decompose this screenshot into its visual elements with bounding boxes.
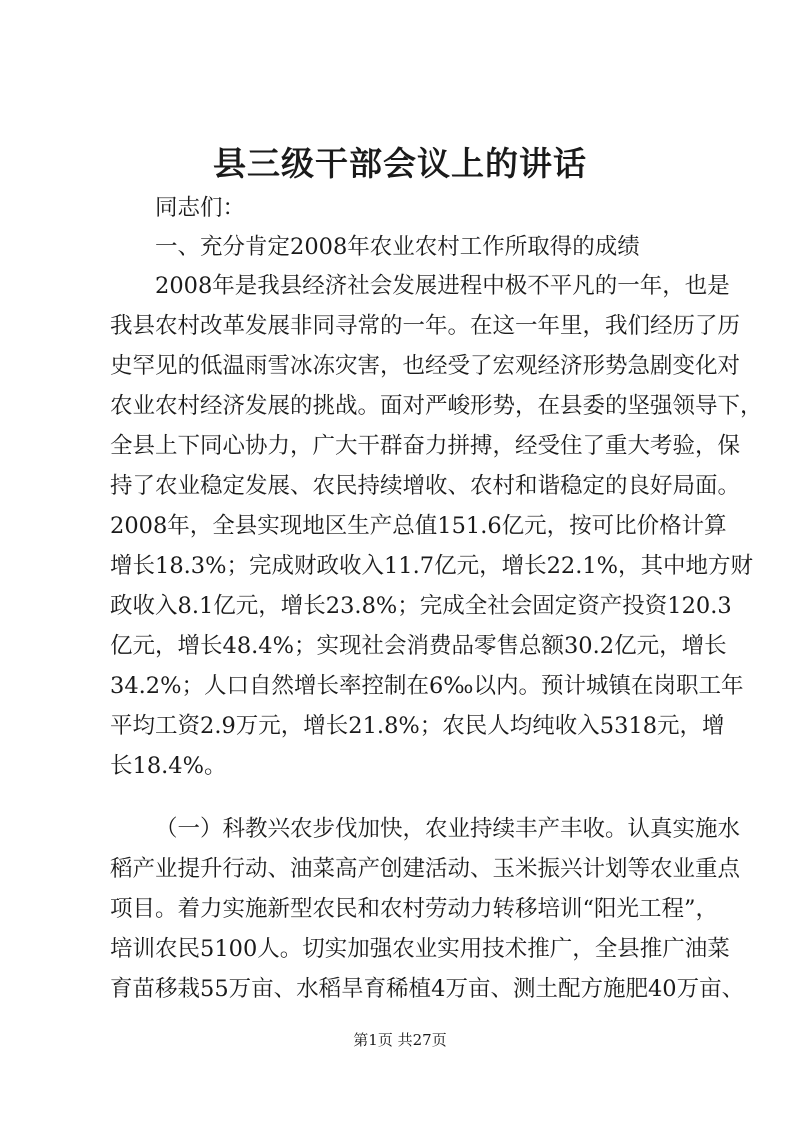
section-heading: 一、充分肯定2008年农业农村工作所取得的成绩 <box>155 234 640 260</box>
paragraph-line: 政收入8.1亿元，增长23.8%；完成全社会固定资产投资120.3 <box>110 593 732 619</box>
paragraph-line: 平均工资2.9万元，增长21.8%；农民人均纯收入5318元，增 <box>110 713 725 739</box>
paragraph-line: 农业农村经济发展的挑战。面对严峻形势，在县委的坚强领导下， <box>110 393 763 419</box>
paragraph-line: 2008年，全县实现地区生产总值151.6亿元，按可比价格计算 <box>110 513 727 539</box>
paragraph-line: （一）科教兴农步伐加快，农业持续丰产丰收。认真实施水 <box>155 816 741 842</box>
salutation: 同志们： <box>155 195 246 221</box>
paragraph-line: 全县上下同心协力，广大干群奋力拼搏，经受住了重大考验，保 <box>110 433 741 459</box>
document-title: 县三级干部会议上的讲话 <box>213 144 587 183</box>
paragraph-line: 稻产业提升行动、油菜高产创建活动、玉米振兴计划等农业重点 <box>110 856 741 882</box>
paragraph-line: 2008年是我县经济社会发展进程中极不平凡的一年，也是 <box>155 273 730 299</box>
paragraph-line: 培训农民5100人。切实加强农业实用技术推广，全县推广油菜 <box>110 936 730 962</box>
paragraph-line: 34.2%；人口自然增长率控制在6‰以内。预计城镇在岗职工年 <box>110 673 744 699</box>
paragraph-line: 史罕见的低温雨雪冰冻灾害，也经受了宏观经济形势急剧变化对 <box>110 353 741 379</box>
paragraph-line: 亿元，增长48.4%；实现社会消费品零售总额30.2亿元，增长 <box>110 633 727 659</box>
paragraph-line: 增长18.3%；完成财政收入11.7亿元，增长22.1%，其中地方财 <box>110 553 754 579</box>
page-number-footer: 第1页 共27页 <box>353 1031 447 1049</box>
paragraph-line: 项目。着力实施新型农民和农村劳动力转移培训“阳光工程”， <box>110 896 719 922</box>
paragraph-line: 育苗移栽55万亩、水稻旱育稀植4万亩、测土配方施肥40万亩、 <box>110 976 745 1002</box>
paragraph-line: 我县农村改革发展非同寻常的一年。在这一年里，我们经历了历 <box>110 313 741 339</box>
paragraph-line: 持了农业稳定发展、农民持续增收、农村和谐稳定的良好局面。 <box>110 473 741 499</box>
paragraph-line: 长18.4%。 <box>110 753 227 779</box>
